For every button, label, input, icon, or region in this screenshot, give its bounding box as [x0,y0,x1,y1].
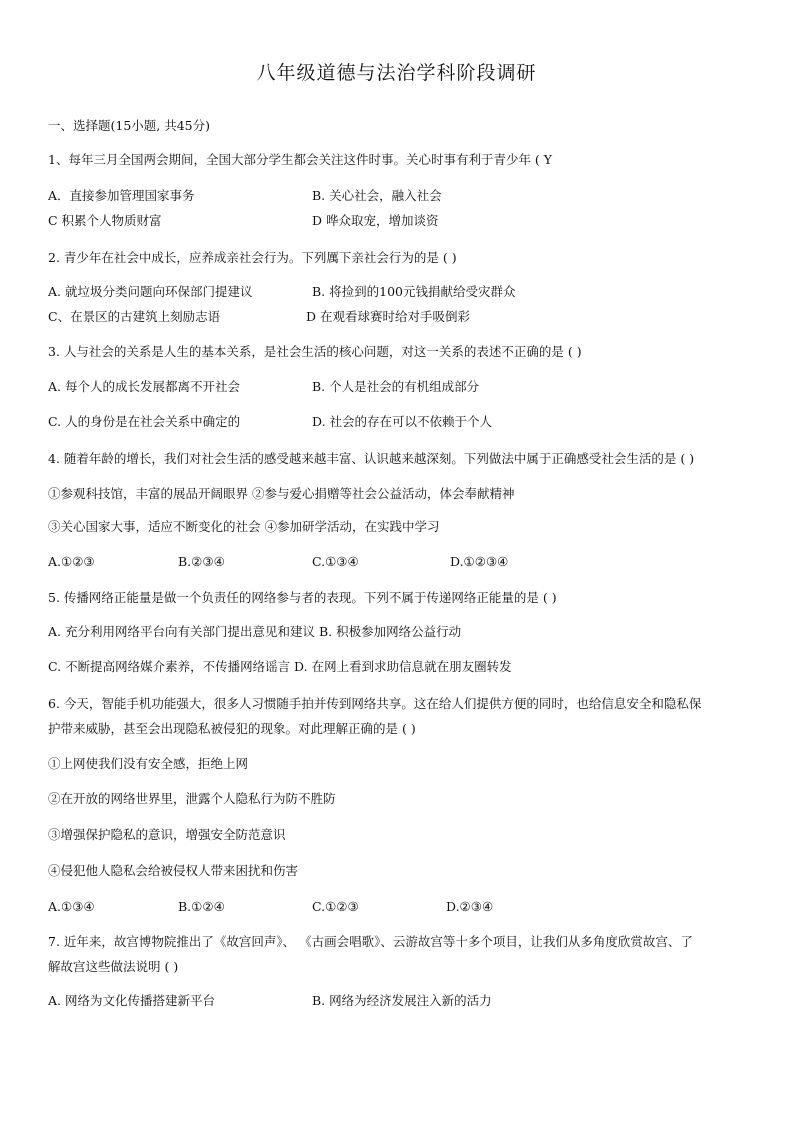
question-4-statements-2: ③关心国家大事，适应不断变化的社会 ④参加研学活动，在实践中学习 [48,519,440,534]
question-2-option-d: D 在观看球赛时给对手吸倒彩 [306,309,470,324]
question-4-stem: 4. 随着年龄的增长，我们对社会生活的感受越来越丰富、认识越来越深刻。下列做法中属于正确感受社会生活的是 ( ) [48,451,695,466]
question-4-option-a: A.①②③ [48,554,95,569]
question-4-option-c: C.①③④ [312,554,359,569]
question-7-option-a: A. 网络为文化传播搭建新平台 [48,993,215,1008]
question-1-option-d: D 哗众取宠，增加谈资 [312,213,439,228]
question-4-option-b: B.②③④ [178,554,225,569]
question-1-option-a: A．直接参加管理国家事务 [48,188,195,203]
question-2-option-b: B. 将捡到的100元钱捐献给受灾群众 [312,284,516,299]
question-6-option-d: D.②③④ [446,899,494,914]
question-5-options-ab: A. 充分利用网络平台向有关部门提出意见和建议 B. 积极参加网络公益行动 [48,624,462,639]
question-6-statement-2: ②在开放的网络世界里，泄露个人隐私行为防不胜防 [48,791,336,806]
question-6-option-c: C.①②③ [312,899,359,914]
question-6-stem-line-1: 6. 今天，智能手机功能强大，很多人习惯随手拍并传到网络共享。这在给人们提供方便的同时，也给信息安全和隐私保 [48,696,702,711]
page-title: 八年级道德与法治学科阶段调研 [256,62,537,84]
question-7-stem-line-2: 解故宫这些做法说明 ( ) [48,959,179,974]
question-6-option-b: B.①②④ [178,899,225,914]
section-heading: 一、选择题(15小题, 共45分) [48,118,211,133]
question-2-option-a: A. 就垃圾分类问题向环保部门提建议 [48,284,253,299]
question-4-option-d: D.①②③④ [450,554,509,569]
question-3-stem: 3. 人与社会的关系是人生的基本关系，是社会生活的核心问题，对这一关系的表述不正确的是 ( ) [48,344,582,359]
question-7-stem-line-1: 7. 近年来，故宫博物院推出了《故宫回声》、 《古画会唱歌》、云游故宫等十多个项目，让我们从多角度欣赏故宫、了 [48,934,693,949]
question-3-option-a: A. 每个人的成长发展都离不开社会 [48,379,240,394]
question-6-stem-line-2: 护带来威胁，甚至会出现隐私被侵犯的现象。对此理解正确的是 ( ) [48,721,416,736]
question-6-statement-3: ③增强保护隐私的意识，增强安全防范意识 [48,827,286,842]
question-3-option-b: B. 个人是社会的有机组成部分 [312,379,480,394]
question-3-option-d: D. 社会的存在可以不依赖于个人 [312,414,493,429]
question-5-stem: 5. 传播网络正能量是做一个负责任的网络参与者的表现。下列不属于传递网络正能量的是 ( ) [48,590,557,605]
question-5-options-cd: C. 不断提高网络媒介素养，不传播网络谣言 D. 在网上看到求助信息就在朋友圈转发 [48,659,512,674]
question-7-option-b: B. 网络为经济发展注入新的活力 [312,993,492,1008]
question-1-option-b: B. 关心社会，融入社会 [312,188,442,203]
question-6-statement-1: ①上网使我们没有安全感，拒绝上网 [48,756,249,771]
question-4-statements-1: ①参观科技馆，丰富的展品开阔眼界 ②参与爱心捐赠等社会公益活动，体会奉献精神 [48,486,515,501]
question-3-option-c: C. 人的身份是在社会关系中确定的 [48,414,241,429]
question-6-statement-4: ④侵犯他人隐私会给被侵权人带来困扰和伤害 [48,863,299,878]
question-2-stem: 2. 青少年在社会中成长，应养成亲社会行为。下列厲下亲社会行为的是 ( ) [48,250,457,265]
question-6-option-a: A.①③④ [48,899,95,914]
question-2-option-c: C、在景区的古建筑上刻励志语 [48,309,221,324]
question-1-stem: 1、每年三月全国两会期间，全国大部分学生都会关注这件时事。关心时事有利于青少年 ( Y [48,152,553,167]
question-1-option-c: C 积累个人物质财富 [48,213,162,228]
